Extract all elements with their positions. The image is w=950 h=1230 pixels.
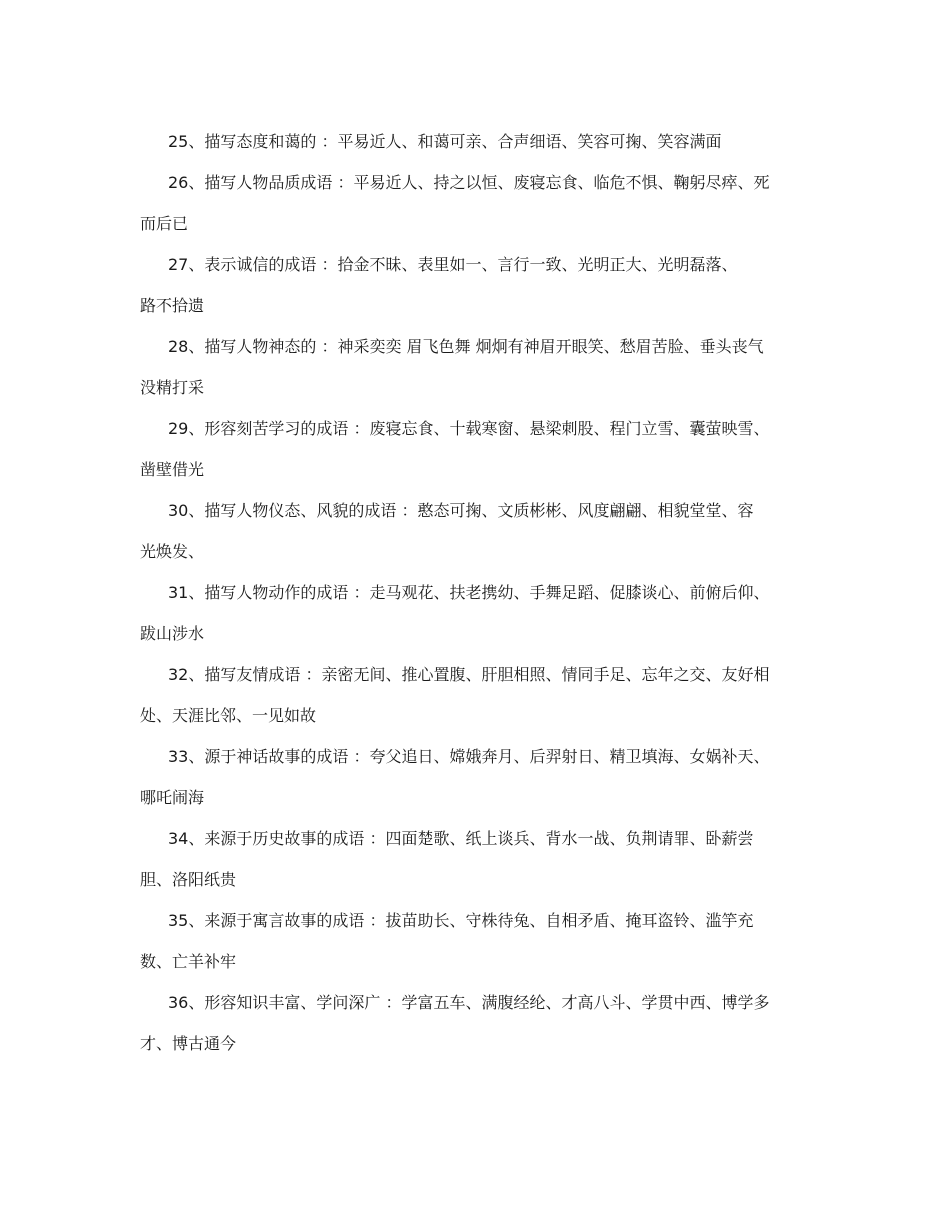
idiom-paragraph-28: 28、描写人物神态的 ：神采奕奕 眉飞色舞 炯炯有神眉开眼笑、愁眉苦脸、垂头丧气 没精打采 [140, 337, 764, 397]
idiom-paragraph-30: 30、描写人物仪态、风貌的成语 ：憨态可掬、文质彬彬、风度翩翩、相貌堂堂、容光焕发、 [140, 501, 754, 561]
idiom-paragraph-26: 26、描写人物品质成语 ：平易近人、持之以恒、废寝忘食、临危不惧、鞠躬尽瘁、死而后已 [140, 173, 770, 233]
idiom-paragraph-25: 25、描写态度和蔼的 ：平易近人、和蔼可亲、合声细语、笑容可掬、笑容满面 [168, 132, 722, 151]
idiom-paragraph-36: 36、形容知识丰富、学问深广 ：学富五车、满腹经纶、才高八斗、学贯中西、博学多才、博古通今 [140, 993, 770, 1053]
idiom-paragraph-31: 31、描写人物动作的成语 ：走马观花、扶老携幼、手舞足蹈、促膝谈心、前俯后仰、跋山涉水 [140, 583, 770, 643]
idiom-paragraph-29: 29、形容刻苦学习的成语 ：废寝忘食、十载寒窗、悬梁刺股、程门立雪、囊萤映雪、凿壁借光 [140, 419, 770, 479]
idiom-paragraph-27: 27、表示诚信的成语 ：拾金不昧、表里如一、言行一致、光明正大、光明磊落、路不拾遗 [140, 255, 738, 315]
idiom-paragraph-33: 33、源于神话故事的成语 ：夸父追日、嫦娥奔月、后羿射日、精卫填海、女娲补天、哪吒闹海 [140, 747, 770, 807]
idiom-paragraph-34: 34、来源于历史故事的成语 ：四面楚歌、纸上谈兵、背水一战、负荆请罪、卧薪尝胆、洛阳纸贵 [140, 829, 754, 889]
idiom-paragraph-32: 32、描写友情成语 ：亲密无间、推心置腹、肝胆相照、情同手足、忘年之交、友好相处、天涯比邻、一见如故 [140, 665, 770, 725]
document-page [140, 121, 780, 1064]
idiom-paragraph-35: 35、来源于寓言故事的成语 ：拔苗助长、守株待兔、自相矛盾、掩耳盗铃、滥竽充数、亡羊补牢 [140, 911, 754, 971]
